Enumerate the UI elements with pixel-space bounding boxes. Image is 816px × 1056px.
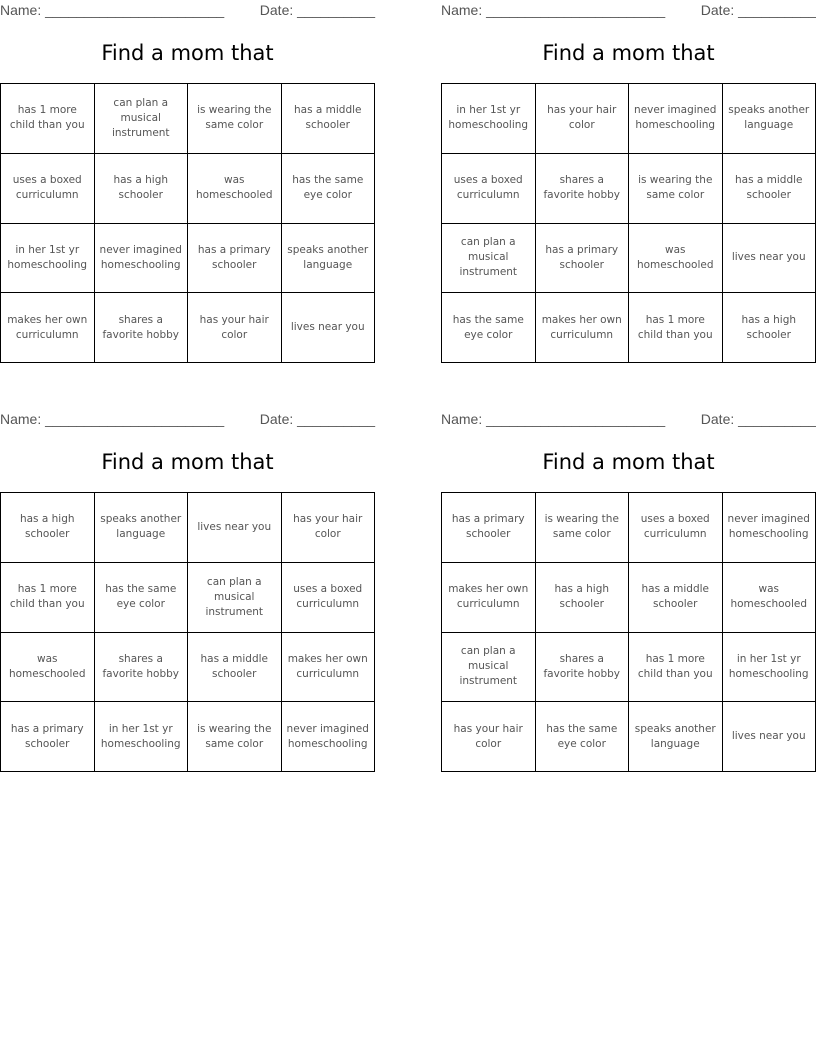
bingo-cell: in her 1st yr homeschooling (723, 633, 816, 703)
bingo-cell: has a high schooler (723, 293, 816, 363)
name-field-label: Name: _______________________ (441, 2, 666, 18)
bingo-cell: never imagined homeschooling (629, 84, 723, 154)
bingo-cell: has 1 more child than you (1, 84, 95, 154)
bingo-cell: has the same eye color (442, 293, 536, 363)
bingo-cell: in her 1st yr homeschooling (1, 224, 95, 294)
bingo-cell: makes her own curriculumn (1, 293, 95, 363)
bingo-grid (0, 83, 375, 363)
bingo-cell: has your hair color (442, 702, 536, 772)
bingo-cell: has a primary schooler (442, 493, 536, 563)
bingo-cell: has a high schooler (536, 563, 630, 633)
card-title: Find a mom that (101, 450, 274, 474)
bingo-cell: was homeschooled (723, 563, 816, 633)
bingo-cell: has a primary schooler (536, 224, 630, 294)
card-title: Find a mom that (101, 41, 274, 65)
bingo-cell: has your hair color (282, 493, 376, 563)
bingo-cell: has your hair color (536, 84, 630, 154)
bingo-cell: speaks another language (282, 224, 376, 294)
bingo-cell: lives near you (188, 493, 282, 563)
bingo-cell: was homeschooled (1, 633, 95, 703)
bingo-cell: uses a boxed curriculumn (442, 154, 536, 224)
bingo-cell: shares a favorite hobby (536, 154, 630, 224)
bingo-cell: has a middle schooler (629, 563, 723, 633)
bingo-cell: lives near you (723, 702, 816, 772)
bingo-cell: lives near you (723, 224, 816, 294)
bingo-cell: makes her own curriculumn (442, 563, 536, 633)
bingo-card (0, 409, 375, 750)
name-field-label: Name: _______________________ (441, 411, 666, 427)
name-field-label: Name: _______________________ (0, 411, 225, 427)
bingo-cell: shares a favorite hobby (95, 293, 189, 363)
bingo-cell: speaks another language (629, 702, 723, 772)
bingo-cell: has a middle schooler (723, 154, 816, 224)
bingo-cell: never imagined homeschooling (282, 702, 376, 772)
bingo-cell: has your hair color (188, 293, 282, 363)
bingo-cell: has the same eye color (282, 154, 376, 224)
bingo-cell: has the same eye color (95, 563, 189, 633)
bingo-cell: never imagined homeschooling (95, 224, 189, 294)
bingo-cell: speaks another language (95, 493, 189, 563)
bingo-cell: has the same eye color (536, 702, 630, 772)
bingo-cell: shares a favorite hobby (536, 633, 630, 703)
bingo-grid (441, 83, 816, 363)
bingo-cell: never imagined homeschooling (723, 493, 816, 563)
bingo-cell: speaks another language (723, 84, 816, 154)
bingo-card (441, 0, 816, 341)
date-field-label: Date: __________ (700, 2, 816, 18)
bingo-cell: makes her own curriculumn (282, 633, 376, 703)
bingo-cell: in her 1st yr homeschooling (442, 84, 536, 154)
header-line (0, 0, 375, 22)
bingo-cell: uses a boxed curriculumn (629, 493, 723, 563)
header-line (0, 409, 375, 431)
bingo-cell: uses a boxed curriculumn (1, 154, 95, 224)
date-field-label: Date: __________ (700, 411, 816, 427)
bingo-cell: has a middle schooler (282, 84, 376, 154)
bingo-cell: has 1 more child than you (629, 293, 723, 363)
bingo-cell: uses a boxed curriculumn (282, 563, 376, 633)
bingo-cell: is wearing the same color (188, 84, 282, 154)
bingo-cell: lives near you (282, 293, 376, 363)
bingo-cell: can plan a musical instrument (188, 563, 282, 633)
bingo-cell: makes her own curriculumn (536, 293, 630, 363)
bingo-card (441, 409, 816, 750)
bingo-cell: is wearing the same color (536, 493, 630, 563)
bingo-cell: can plan a musical instrument (95, 84, 189, 154)
bingo-cell: is wearing the same color (188, 702, 282, 772)
bingo-cell: has 1 more child than you (1, 563, 95, 633)
bingo-cell: has a primary schooler (1, 702, 95, 772)
bingo-card (0, 0, 375, 341)
bingo-cell: in her 1st yr homeschooling (95, 702, 189, 772)
bingo-cell: shares a favorite hobby (95, 633, 189, 703)
bingo-cell: has 1 more child than you (629, 633, 723, 703)
date-field-label: Date: __________ (259, 2, 375, 18)
bingo-grid (0, 492, 375, 772)
bingo-cell: has a middle schooler (188, 633, 282, 703)
bingo-cell: was homeschooled (629, 224, 723, 294)
bingo-cell: was homeschooled (188, 154, 282, 224)
header-line (441, 409, 816, 431)
bingo-cell: can plan a musical instrument (442, 633, 536, 703)
header-line (441, 0, 816, 22)
date-field-label: Date: __________ (259, 411, 375, 427)
bingo-cell: is wearing the same color (629, 154, 723, 224)
card-title: Find a mom that (542, 41, 715, 65)
bingo-cell: can plan a musical instrument (442, 224, 536, 294)
card-title: Find a mom that (542, 450, 715, 474)
bingo-grid (441, 492, 816, 772)
name-field-label: Name: _______________________ (0, 2, 225, 18)
bingo-cell: has a primary schooler (188, 224, 282, 294)
bingo-cell: has a high schooler (1, 493, 95, 563)
bingo-cell: has a high schooler (95, 154, 189, 224)
